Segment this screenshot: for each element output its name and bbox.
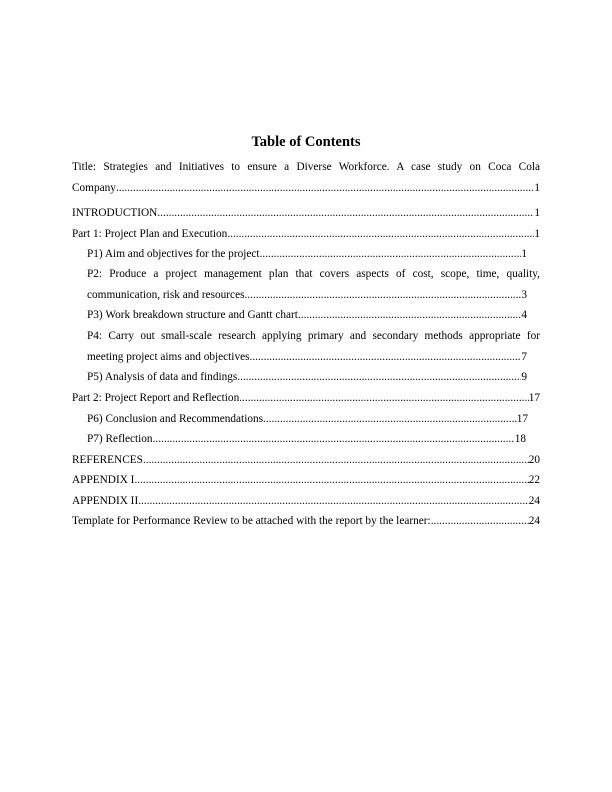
dot-leader bbox=[431, 511, 529, 532]
toc-entry-text: P6) Conclusion and Recommendations bbox=[87, 413, 264, 425]
toc-entry[interactable] bbox=[72, 491, 540, 512]
toc-page-number: 24 bbox=[528, 515, 540, 527]
dot-leader bbox=[263, 409, 517, 430]
dot-leader bbox=[250, 347, 522, 368]
dot-leader bbox=[298, 305, 521, 326]
dot-leader bbox=[244, 285, 521, 306]
toc-entry[interactable] bbox=[87, 429, 526, 450]
toc-page-number: 1 bbox=[534, 228, 540, 240]
toc-entry[interactable] bbox=[72, 224, 540, 245]
dot-leader bbox=[143, 450, 529, 471]
toc-entry[interactable] bbox=[72, 511, 540, 532]
dot-leader bbox=[153, 429, 515, 450]
toc-page-number: 17 bbox=[516, 413, 528, 425]
dot-leader bbox=[260, 244, 522, 265]
dot-leader bbox=[239, 388, 528, 409]
toc-entry-text: Part 2: Project Report and Reflection bbox=[72, 392, 240, 404]
dot-leader bbox=[134, 470, 528, 491]
page-title: Table of Contents bbox=[251, 134, 361, 150]
toc-page-number: 3 bbox=[521, 288, 527, 301]
toc-entry-text: communication, risk and resources bbox=[87, 288, 245, 301]
toc-entry[interactable] bbox=[87, 244, 527, 265]
toc-page-number: 24 bbox=[528, 495, 540, 507]
toc-page-number: 18 bbox=[514, 433, 526, 445]
toc-page-number: 17 bbox=[528, 392, 540, 404]
toc-entry[interactable] bbox=[72, 450, 540, 471]
toc-entry-text: APPENDIX II bbox=[72, 495, 139, 507]
toc-entry[interactable] bbox=[72, 388, 540, 409]
toc-entry[interactable] bbox=[87, 305, 527, 326]
toc-entry-text: REFERENCES bbox=[72, 454, 143, 466]
toc-entry[interactable] bbox=[72, 203, 540, 224]
toc-entry-text: Part 1: Project Plan and Execution bbox=[72, 228, 228, 240]
toc-page-number: 1 bbox=[534, 181, 540, 194]
toc-page-number: 22 bbox=[528, 474, 540, 486]
toc-entry-text: P7) Reflection bbox=[87, 433, 153, 445]
dot-leader bbox=[116, 178, 534, 199]
toc-entry-text: Company bbox=[72, 181, 116, 194]
toc-entry-text: P3) Work breakdown structure and Gantt chart bbox=[87, 309, 298, 321]
toc-entry[interactable] bbox=[87, 264, 540, 305]
toc-page-number: 20 bbox=[528, 454, 540, 466]
toc-entry-first-line: P2: Produce a project management plan that covers aspects of cost, scope, time, quality, bbox=[87, 268, 540, 280]
toc-page-number: 1 bbox=[534, 207, 540, 219]
toc-entry[interactable] bbox=[87, 326, 540, 367]
toc-entry[interactable] bbox=[72, 157, 540, 198]
toc-entry[interactable] bbox=[87, 409, 528, 430]
dot-leader bbox=[157, 203, 534, 224]
toc-entry-first-line: P4: Carry out small-scale research applying primary and secondary methods appropriate for bbox=[87, 330, 540, 342]
toc-page-number: 7 bbox=[521, 350, 527, 363]
toc-entry-text: P1) Aim and objectives for the project bbox=[87, 248, 260, 260]
toc-entry-text: APPENDIX I bbox=[72, 474, 135, 486]
toc-page-number: 9 bbox=[521, 371, 527, 383]
toc-entry-text: meeting project aims and objectives bbox=[87, 350, 250, 363]
dot-leader bbox=[237, 367, 521, 388]
toc-entry[interactable] bbox=[87, 367, 527, 388]
dot-leader bbox=[138, 491, 528, 512]
toc-entry-text: Template for Performance Review to be attached with the report by the learner: bbox=[72, 515, 431, 527]
toc-entry-text: INTRODUCTION bbox=[72, 207, 158, 219]
toc-page-number: 4 bbox=[521, 309, 527, 321]
toc-entry-first-line: Title: Strategies and Initiatives to ensure a Diverse Workforce. A case study on Coca Cola bbox=[72, 161, 540, 173]
toc-page-number: 1 bbox=[521, 248, 527, 260]
toc-entry-text: P5) Analysis of data and findings bbox=[87, 371, 238, 383]
dot-leader bbox=[227, 224, 534, 245]
toc-entry[interactable] bbox=[72, 470, 540, 491]
